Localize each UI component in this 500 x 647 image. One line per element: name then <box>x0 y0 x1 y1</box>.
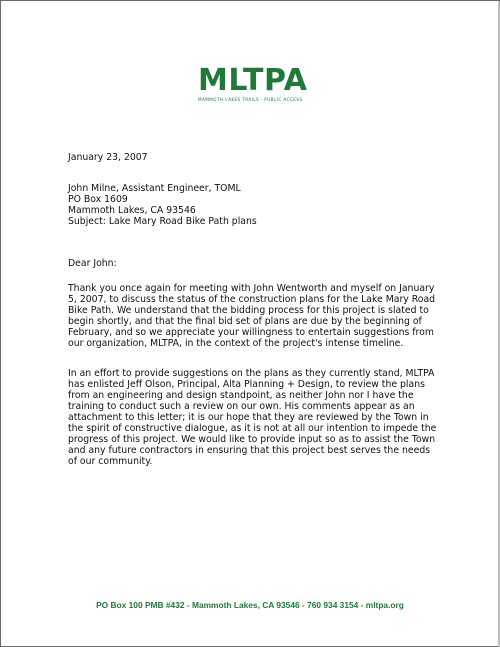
footer-contact-line: PO Box 100 PMB #432 - Mammoth Lakes, CA 93546 - 760 934 3154 - mltpa.org <box>96 600 404 610</box>
recipient-address-block <box>68 183 440 227</box>
subject-line: Subject: Lake Mary Road Bike Path plans <box>68 216 257 227</box>
recipient-po-box-line: PO Box 1609 <box>68 194 128 205</box>
body-paragraph-2: In an effort to provide suggestions on the plans as they currently stand, MLTPA has enlisted Jeff Olson, Principal, Alta Planning + Design, to review the plans from an engineering and design standpoint, as neither John nor I have the training to conduct such a review on our own. His comments appear as an attachment to this letter; it is our hope that they are reviewed by the Town in the spirit of constructive dialogue, as it is not at all our intention to impede the progress of this project. We would like to provide input so as to assist the Town and any future contractors in ensuring that this project best serves the needs of our community. <box>68 368 437 467</box>
logo-tagline: MAMMOTH LAKES TRAILS · PUBLIC ACCESS <box>198 97 303 102</box>
body-paragraph-1: Thank you once again for meeting with John Wentworth and myself on January 5, 2007, to discuss the status of the construction plans for the Lake Mary Road Bike Path. We understand that the bidding process for this project is slated to begin shortly, and that the final bid set of plans are due by the beginning of February, and so we appreciate your willingness to entertain suggestions from our organization, MLTPA, in the context of the project's intense timeline. <box>68 283 436 349</box>
recipient-city-line: Mammoth Lakes, CA 93546 <box>68 205 196 216</box>
mltpa-logo <box>198 63 308 102</box>
recipient-name-line: John Milne, Assistant Engineer, TOML <box>68 183 241 194</box>
letter-date: January 23, 2007 <box>68 152 148 163</box>
logo-wordmark: MLTPA <box>198 63 308 98</box>
salutation: Dear John: <box>68 258 117 269</box>
